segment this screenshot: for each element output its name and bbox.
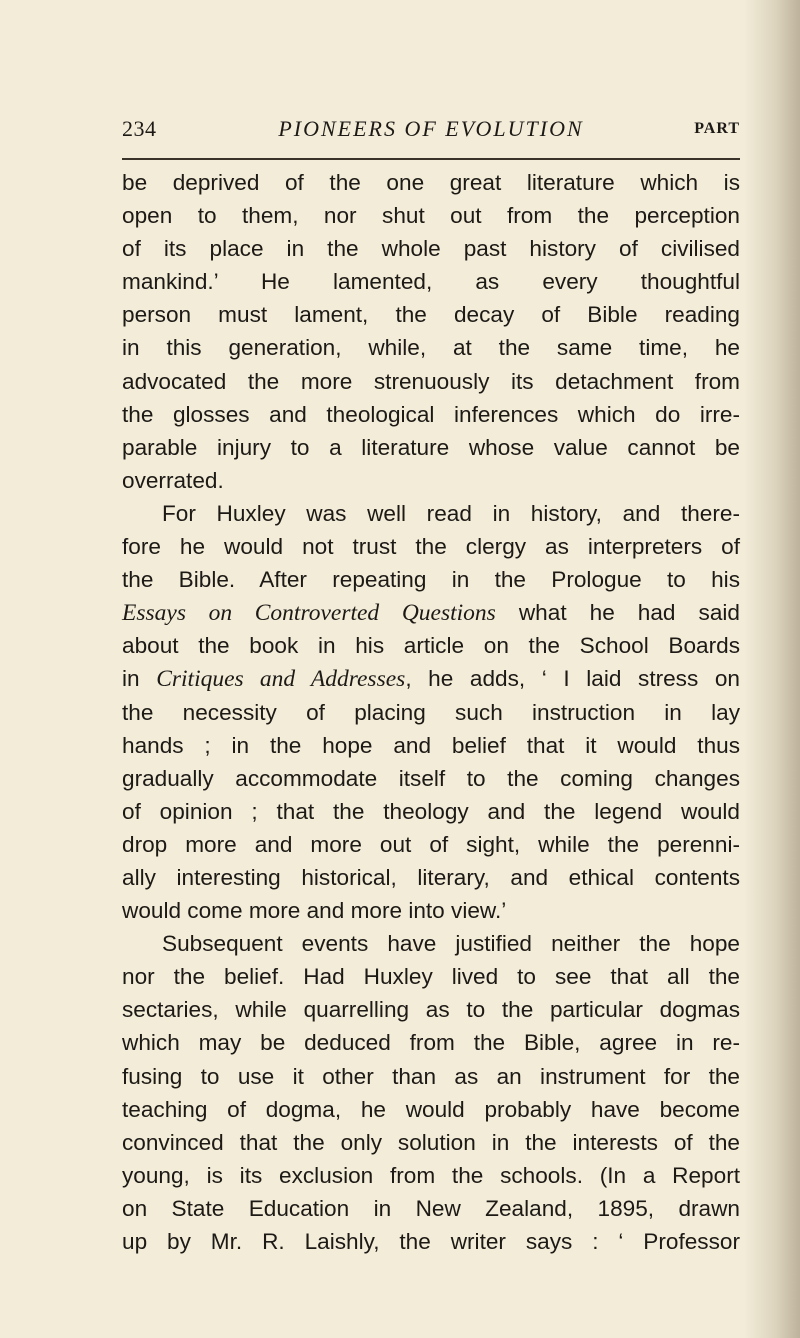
text-segment: , he adds, ‘ I laid stress on: [405, 666, 740, 692]
text-segment: up by Mr. R. Laishly, the writer says : ‘ Professor: [122, 1229, 740, 1254]
italic-title: Essays on Controverted Questions: [122, 600, 496, 627]
text-line: [122, 1026, 740, 1059]
text-line: [122, 662, 740, 695]
text-line: [122, 993, 740, 1026]
text-line: [122, 431, 740, 464]
text-line: [122, 828, 740, 861]
text-line: [122, 1060, 740, 1093]
text-line: [122, 232, 740, 265]
text-line: [122, 365, 740, 398]
text-segment: young, is its exclusion from the schools. (In a Report: [122, 1162, 740, 1188]
text-line: [122, 199, 740, 232]
text-line: [122, 960, 740, 993]
page-number: 234: [122, 116, 157, 141]
text-line: [122, 861, 740, 894]
text-line: [122, 1093, 740, 1126]
text-segment: teaching of dogma, he would probably have become: [122, 1096, 740, 1122]
header-rule: [122, 158, 740, 160]
text-line: [122, 729, 740, 762]
text-segment: on State Education in New Zealand, 1895, drawn: [122, 1195, 740, 1221]
text-segment: the Bible. After repeating in the Prologue to his: [122, 567, 740, 593]
text-segment: hands ; in the hope and belief that it would thus: [122, 732, 740, 758]
text-segment: nor the belief. Had Huxley lived to see that all the: [122, 964, 740, 990]
text-segment: person must lament, the decay of Bible reading: [122, 302, 740, 328]
text-line: [122, 1192, 740, 1225]
text-segment: sectaries, while quarrelling as to the particular dogmas: [122, 997, 740, 1023]
text-segment: parable injury to a literature whose value cannot be: [122, 434, 740, 460]
text-segment: ally interesting historical, literary, and ethical contents: [122, 864, 740, 890]
text-line: [122, 1159, 740, 1192]
text-segment: drop more and more out of sight, while the perenni-: [122, 831, 740, 857]
body-text: [122, 166, 740, 1258]
text-line: [122, 795, 740, 828]
text-line: [122, 629, 740, 662]
text-segment: gradually accommodate itself to the coming changes: [122, 765, 740, 791]
text-line: [122, 166, 740, 199]
text-line: [122, 894, 740, 927]
text-segment: Subsequent events have justified neither the hope: [162, 931, 740, 957]
text-segment: mankind.’ He lamented, as every thoughtful: [122, 269, 740, 295]
text-segment: open to them, nor shut out from the perception: [122, 203, 740, 229]
text-line: [122, 596, 740, 629]
text-line: [122, 927, 740, 960]
text-segment: be deprived of the one great literature which is: [122, 170, 740, 195]
text-segment: the glosses and theological inferences which do irre-: [122, 401, 740, 427]
text-line: [122, 298, 740, 331]
text-segment: convinced that the only solution in the interests of the: [122, 1129, 740, 1155]
text-segment: of its place in the whole past history of civilised: [122, 236, 740, 262]
text-segment: in this generation, while, at the same time, he: [122, 335, 740, 361]
section-label: PART: [694, 120, 740, 137]
text-segment: For Huxley was well read in history, and there-: [162, 500, 740, 526]
text-segment: about the book in his article on the School Boards: [122, 633, 740, 659]
text-line: [122, 398, 740, 431]
text-line: [122, 762, 740, 795]
text-line: [122, 1126, 740, 1159]
page-header: [122, 116, 740, 146]
text-line: [122, 464, 740, 497]
text-line: [122, 696, 740, 729]
text-line: [122, 530, 740, 563]
text-line: [122, 331, 740, 364]
running-title: PIONEERS OF EVOLUTION: [278, 116, 584, 141]
text-line: [122, 563, 740, 596]
text-segment: would come more and more into view.’: [122, 898, 507, 924]
text-segment: fusing to use it other than as an instrument for the: [122, 1063, 740, 1089]
text-segment: advocated the more strenuously its detachment from: [122, 368, 740, 394]
text-segment: the necessity of placing such instruction in lay: [122, 699, 740, 725]
text-line: [122, 1225, 740, 1258]
text-segment: in: [122, 666, 157, 692]
text-line: [122, 497, 740, 530]
text-line: [122, 265, 740, 298]
text-segment: fore he would not trust the clergy as interpreters of: [122, 534, 740, 560]
text-segment: overrated.: [122, 467, 224, 493]
italic-title: Critiques and Addresses: [156, 666, 406, 693]
text-segment: what he had said: [495, 600, 740, 626]
text-segment: of opinion ; that the theology and the legend would: [122, 798, 740, 824]
text-segment: which may be deduced from the Bible, agree in re-: [122, 1030, 740, 1056]
